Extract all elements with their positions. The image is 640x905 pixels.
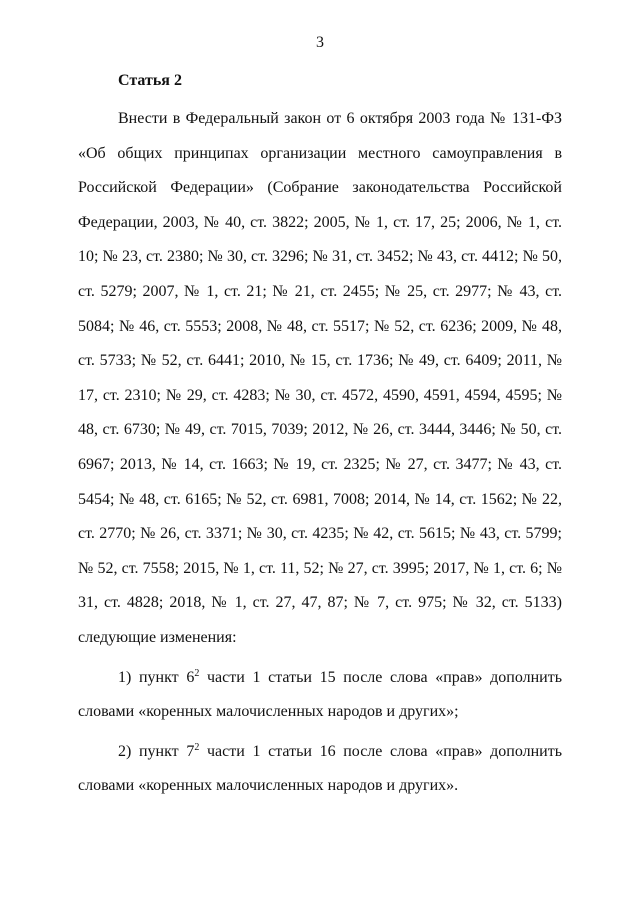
item-2-text-after: части 1 статьи 16 после слова «прав» дополнить словами «коренных малочисленных народов и других». xyxy=(78,742,562,795)
item-2-text-before: 2) пункт 7 xyxy=(118,742,195,760)
intro-paragraph: Внести в Федеральный закон от 6 октября 2003 года № 131-ФЗ «Об общих принципах организации местного самоуправления в Российской Федерации» (Собрание законодательства Российской Федерации, 2003, № 40, ст. 3822; 2005, № 1, ст. 17, 25; 2006, № 1, ст. 10; № 23, ст. 2380; № 30, ст. 3296; № 31, ст. 3452; № 43, ст. 4412; № 50, ст. 5279; 2007, № 1, ст. 21; № 21, ст. 2455; № 25, ст. 2977; № 43, ст. 5084; № 46, ст. 5553; 2008, № 48, ст. 5517; № 52, ст. 6236; 2009, № 48, ст. 5733; № 52, ст. 6441; 2010, № 15, ст. 1736; № 49, ст. 6409; 2011, № 17, ст. 2310; № 29, ст. 4283; № 30, ст. 4572, 4590, 4591, 4594, 4595; № 48, ст. 6730; № 49, ст. 7015, 7039; 2012, № 26, ст. 3444, 3446; № 50, ст. 6967; 2013, № 14, ст. 1663; № 19, ст. 2325; № 27, ст. 3477; № 43, ст. 5454; № 48, ст. 6165; № 52, ст. 6981, 7008; 2014, № 14, ст. 1562; № 22, ст. 2770; № 26, ст. 3371; № 30, ст. 4235; № 42, ст. 5615; № 43, ст. 5799; № 52, ст. 7558; 2015, № 1, ст. 11, 52; № 27, ст. 3995; 2017, № 1, ст. 6; № 31, ст. 4828; 2018, № 1, ст. 27, 47, 87; № 7, ст. 975; № 32, ст. 5133) следующие изменения: xyxy=(78,110,562,646)
amendment-item-2 xyxy=(78,735,562,804)
item-1-text-after: части 1 статьи 15 после слова «прав» дополнить словами «коренных малочисленных народов и других»; xyxy=(78,668,562,721)
article-body xyxy=(78,102,562,804)
page-number: 3 xyxy=(316,34,324,51)
article-heading: Статья 2 xyxy=(118,72,182,89)
item-1-text-before: 1) пункт 6 xyxy=(118,668,195,686)
item-2-superscript: 2 xyxy=(194,741,200,753)
item-1-superscript: 2 xyxy=(194,667,200,679)
amendment-item-1 xyxy=(78,661,562,730)
